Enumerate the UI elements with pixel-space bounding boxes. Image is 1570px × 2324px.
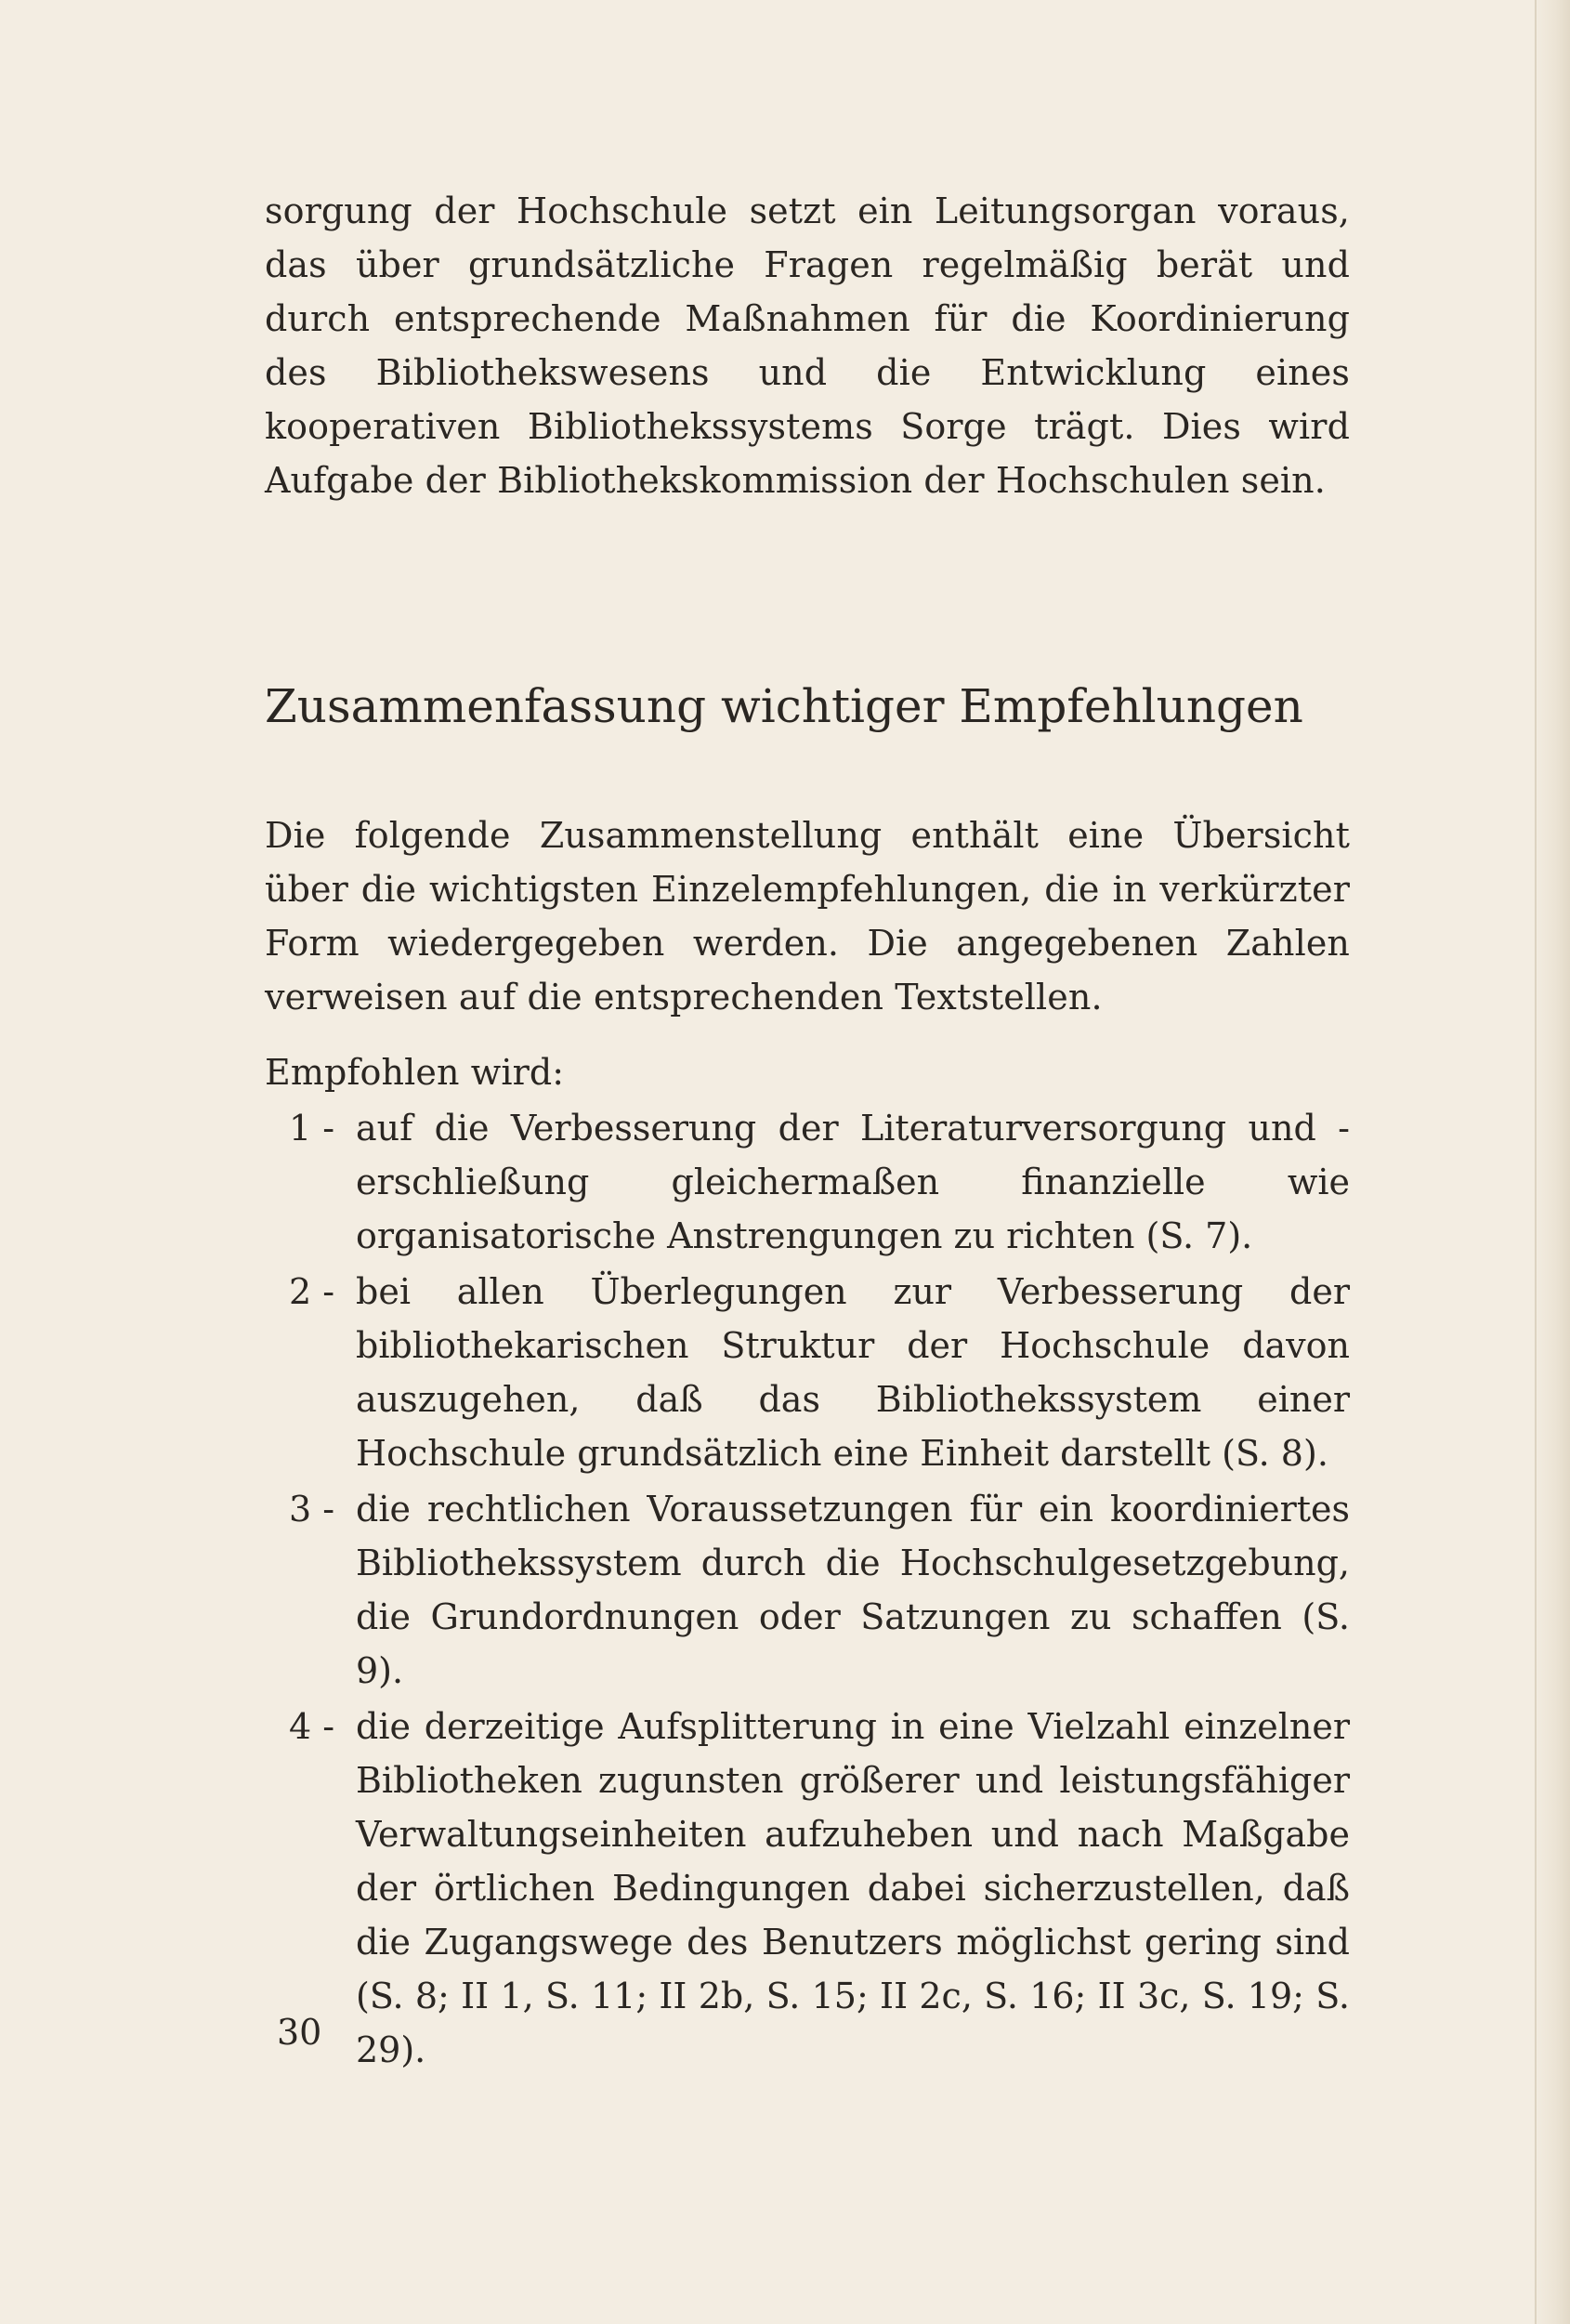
page-number: 30 xyxy=(277,2012,322,2053)
item-text: bei allen Überlegungen zur Verbesserung der bibliothekarischen Struktur der Hochschule davon auszugehen, daß das Bibliothekssystem einer Hochschule grundsätzlich eine Einheit darstellt (S. 8). xyxy=(356,1271,1350,1474)
page-gutter-edge xyxy=(1533,0,1570,2324)
item-number: 2 - xyxy=(289,1271,335,1312)
item-number: 4 - xyxy=(289,1706,335,1747)
list-item xyxy=(265,1700,1350,2077)
recommended-label: Empfohlen wird: xyxy=(265,1052,565,1093)
list-item xyxy=(265,1482,1350,1698)
section-heading: Zusammenfassung wichtiger Empfehlungen xyxy=(265,679,1303,733)
intro-paragraph: sorgung der Hochschule setzt ein Leitungsorgan voraus, das über grundsätzliche Fragen regelmäßig berät und durch entsprechende Maßnahmen für die Koordinierung des Bibliothekswesens und die Entwicklung eines kooperativen Bibliothekssystems Sorge trägt. Dies wird Aufgabe der Bibliothekskommission der Hochschulen sein. xyxy=(265,190,1350,501)
item-text: die rechtlichen Voraussetzungen für ein koordiniertes Bibliothekssystem durch die Hochschulgesetzgebung, die Grundordnungen oder Satzungen zu schaffen (S. 9). xyxy=(356,1489,1350,1691)
item-text: die derzeitige Aufsplitterung in eine Vielzahl einzelner Bibliotheken zugunsten größerer und leistungsfähiger Verwaltungseinheiten aufzuheben und nach Maßgabe der örtlichen Bedingungen dabei sicherzustellen, daß die Zugangswege des Benutzers möglichst gering sind (S. 8; II 1, S. 11; II 2b, S. 15; II 2c, S. 16; II 3c, S. 19; S. 29). xyxy=(356,1706,1350,2070)
recommendation-list xyxy=(265,1101,1350,2079)
list-item xyxy=(265,1265,1350,1480)
list-item xyxy=(265,1101,1350,1263)
item-text: auf die Verbesserung der Literaturversorgung und -erschließung gleichermaßen finanzielle wie organisatorische Anstrengungen zu richten (S. 7). xyxy=(356,1108,1350,1256)
page-edge-line xyxy=(1535,0,1537,2324)
item-number: 1 - xyxy=(289,1108,335,1149)
item-number: 3 - xyxy=(289,1489,335,1530)
lead-paragraph: Die folgende Zusammenstellung enthält eine Übersicht über die wichtigsten Einzelempfehlungen, die in verkürzter Form wiedergegeben werden. Die angegebenen Zahlen verweisen auf die entsprechenden Textstellen. xyxy=(265,815,1350,1018)
